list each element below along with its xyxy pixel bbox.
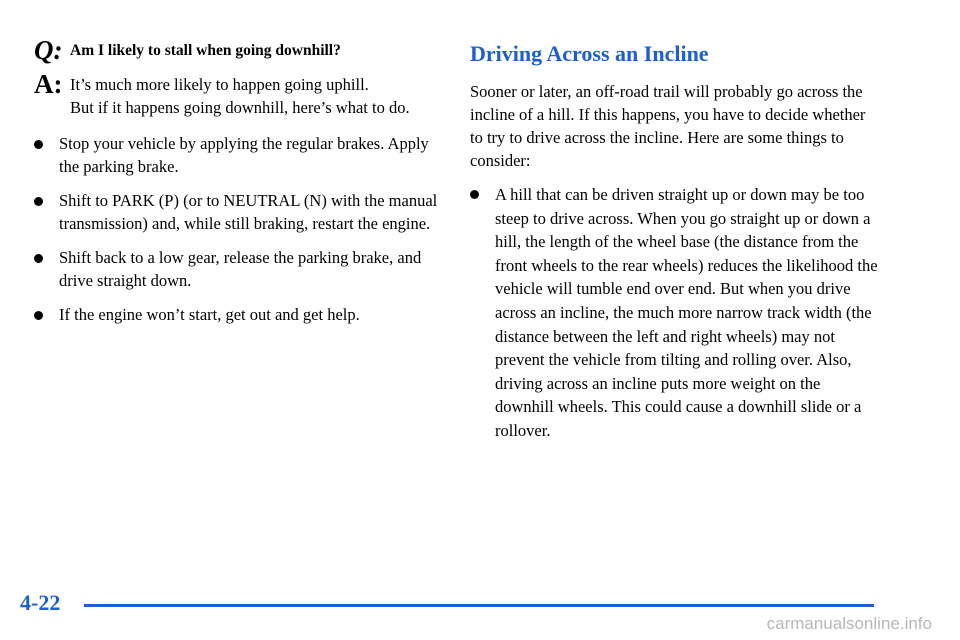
bullet-icon <box>34 311 43 320</box>
list-item <box>470 183 880 443</box>
question-block <box>34 35 444 65</box>
list-item-text: Shift to PARK (P) (or to NEUTRAL (N) with the manual transmission) and, while still braking, restart the engine. <box>59 191 438 233</box>
watermark: carmanualsonline.info <box>766 614 932 633</box>
page-number: 4-22 <box>20 590 61 615</box>
list-item-text: Stop your vehicle by applying the regular brakes. Apply the parking brake. <box>59 134 429 176</box>
bullet-icon <box>470 190 479 199</box>
answer-letter: A: <box>34 69 63 99</box>
answer-line-2: But if it happens going downhill, here’s what to do. <box>70 98 410 117</box>
list-item <box>34 304 444 327</box>
list-item <box>34 190 444 235</box>
answer-text <box>70 72 410 119</box>
incline-considerations-list <box>470 183 880 443</box>
left-column <box>34 35 444 339</box>
question-text: Am I likely to stall when going downhill? <box>70 42 341 59</box>
footer-rule <box>84 604 874 607</box>
list-item-text: Shift back to a low gear, release the parking brake, and drive straight down. <box>59 248 422 290</box>
answer-line-1: It’s much more likely to happen going uphill. <box>70 75 369 94</box>
answer-block <box>34 69 444 119</box>
list-item <box>34 247 444 292</box>
right-column <box>470 40 880 455</box>
stall-steps-list <box>34 133 444 327</box>
question-letter: Q: <box>34 35 63 65</box>
section-intro: Sooner or later, an off-road trail will probably go across the incline of a hill. If this happens, you have to decide whether to try to drive across the incline. Here are some things to consider: <box>470 82 866 170</box>
bullet-icon <box>34 197 43 206</box>
section-title: Driving Across an Incline <box>470 41 709 66</box>
bullet-icon <box>34 254 43 263</box>
list-item-text: If the engine won’t start, get out and get help. <box>59 305 360 324</box>
bullet-icon <box>34 140 43 149</box>
list-item-text: A hill that can be driven straight up or down may be too steep to drive across. When you go straight up or down a hill, the length of the wheel base (the distance from the front wheels to the rear wheels) reduces the likelihood the vehicle will tumble end over end. But when you drive across an incline, the much more narrow track width (the distance between the left and right wheels) may not prevent the vehicle from tilting and rolling over. Also, driving across an incline puts more weight on the downhill wheels. This could cause a downhill slide or a rollover. <box>495 185 878 440</box>
list-item <box>34 133 444 178</box>
